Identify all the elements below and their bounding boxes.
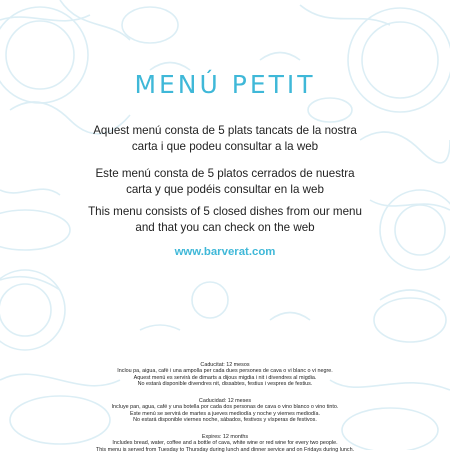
website-link[interactable]: www.barverat.com (174, 246, 276, 258)
condition-line: Aquest menú es servirà de dimarts a dijous migdia i nit i divendres al migdia. (133, 374, 317, 381)
condition-line: Incluye pan, agua, café y una botella por cada dos personas de cava o vino blanco o vino tinto. (111, 404, 339, 411)
conditions-english (0, 434, 450, 453)
intro-catalan (0, 123, 450, 155)
conditions-catalan (0, 362, 450, 388)
condition-line: This menu is served from Tuesday to Thursday during lunch and dinner service and on Fridays during lunch. (95, 446, 355, 453)
condition-line: No estará disponible viernes noche, sábados, festivos y vísperas de festivos. (133, 417, 317, 424)
intro-line: carta i que podeu consultar a la web (131, 140, 319, 153)
expiry-label: Caducidad: 12 meses (198, 398, 252, 404)
conditions-spanish (0, 398, 450, 424)
condition-line: Includes bread, water, coffee and a bottle of cava, white wine or red wine for every two people. (112, 440, 338, 447)
expiry-label: Caducitat: 12 mesos (200, 362, 250, 368)
intro-english (0, 204, 450, 236)
expiry-label: Expires: 12 months (201, 434, 249, 440)
condition-line: No estarà disponible divendres nit, dissabtes, festius i vespres de festius. (137, 381, 313, 388)
condition-line: Inclou pa, aigua, cafè i una ampolla per cada dues persones de cava o vi blanc o vi negre. (117, 368, 333, 375)
intro-line: carta y que podéis consultar en la web (126, 183, 324, 196)
intro-line: and that you can check on the web (135, 221, 315, 234)
page-title: MENÚ PETIT (134, 70, 316, 99)
condition-line: Este menú se servirá de martes a jueves mediodía y noche y viernes mediodía. (130, 410, 320, 417)
intro-line: Aquest menú consta de 5 plats tancats de la nostra (93, 124, 357, 137)
intro-spanish (0, 166, 450, 198)
intro-line: This menu consists of 5 closed dishes from our menu (88, 205, 362, 218)
intro-line: Este menú consta de 5 platos cerrados de nuestra (95, 167, 355, 180)
